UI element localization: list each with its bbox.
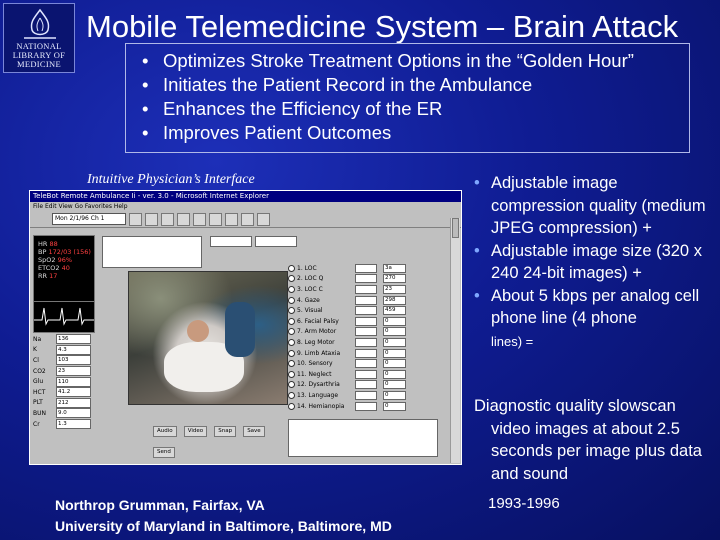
benefits-box [125,43,690,153]
nlm-logo [3,3,75,73]
lab-fields [33,334,93,429]
diagnostic-line-1: Diagnostic quality slowscan [474,397,676,415]
ecg-waveform [33,301,95,333]
scale-row: 12. Dysarthria 0 [288,380,438,391]
scale-row: 6. Facial Palsy 0 [288,316,438,327]
lab-row: Na 136 [33,334,93,345]
send-button: Send [153,447,175,458]
slide-title: Mobile Telemedicine System – Brain Attack [86,9,679,44]
lab-row: K 4.3 [33,345,93,356]
lab-row: Glu 110 [33,376,93,387]
spec-item: • About 5 kbps per analog cell phone line (4 phone lines) = [474,285,714,354]
lab-row: Cl 103 [33,355,93,366]
video-button: Video [184,426,207,437]
scale-row: 3. LOC C 23 [288,284,438,295]
scale-header [288,254,438,263]
diagnostic-summary [474,395,714,485]
vertical-scrollbar [450,218,460,463]
scale-row: 10. Sensory 0 [288,358,438,369]
scale-row: 13. Language 0 [288,390,438,401]
back-icon [129,213,142,226]
video-patient [187,320,209,342]
logo-line-2: LIBRARY OF [12,50,66,60]
snap-button: Snap [214,426,236,437]
diagnostic-line-rest: video images at about 2.5 seconds per image plus data and sound [491,419,702,483]
save-button: Save [243,426,265,437]
spec-item: • Adjustable image compression quality (medium JPEG compression) + [474,172,714,240]
specs-list [474,172,714,353]
toolbar [30,211,461,228]
scale-row: 2. LOC Q 270 [288,274,438,285]
spec-item: • Adjustable image size (320 x 240 24-bit images) + [474,240,714,285]
credit-line: University of Maryland in Baltimore, Baltimore, MD [55,518,392,534]
credits [55,495,392,537]
scale-row: 4. Gaze 298 [288,295,438,306]
search-icon [209,213,222,226]
scale-row: 8. Leg Motor 0 [288,337,438,348]
stop-icon [161,213,174,226]
home-icon [193,213,206,226]
audio-button: Audio [153,426,177,437]
nihss-scale [288,254,438,411]
lab-row: CO2 23 [33,366,93,377]
benefit-item: • Optimizes Stroke Treatment Options in the “Golden Hour” [136,49,689,73]
credit-line: Northrop Grumman, Fairfax, VA [55,497,265,513]
scale-row: 14. Hemianopia 0 [288,401,438,412]
video-controls [152,417,282,459]
patient-video-frame [128,271,288,405]
flame-emblem [10,8,70,42]
lab-row: HCT 41.2 [33,387,93,398]
logo-line-1: NATIONAL [16,41,62,51]
comment-field [288,419,438,457]
scale-row: 5. Visual 459 [288,305,438,316]
video-paramedic [225,302,255,357]
scale-row: 9. Limb Ataxia 0 [288,348,438,359]
scale-row: 11. Neglect 0 [288,369,438,380]
scale-row: 7. Arm Motor 0 [288,327,438,338]
logo-line-3: MEDICINE [17,59,61,69]
benefit-item: • Improves Patient Outcomes [136,121,689,145]
lab-row: PLT 212 [33,398,93,409]
menu-bar: File Edit View Go Favorites Help [33,203,128,210]
favorites-icon [225,213,238,226]
mail-icon [257,213,270,226]
patient-notes-field [102,236,202,268]
patient-name-field [210,236,252,247]
scroll-thumb [452,218,459,238]
address-field: Mon 2/1/96 Ch 1 [52,213,126,225]
lab-row: BUN 9.0 [33,408,93,419]
physician-interface-screenshot [29,190,462,465]
vitals-monitor: HR 88 BP 172/03 (156) SpO2 96% ETCO2 40 RR 17 [33,235,95,303]
window-titlebar: TeleBot Remote Ambulance Ii - ver. 3.0 - Microsoft Internet Explorer [30,191,461,202]
lab-row: Cr 1.3 [33,419,93,430]
patient-id-field [255,236,297,247]
benefit-item: • Initiates the Patient Record in the Ambulance [136,73,689,97]
benefit-item: • Enhances the Efficiency of the ER [136,97,689,121]
scale-row: 1. LOC 3a [288,263,438,274]
print-icon [241,213,254,226]
forward-icon [145,213,158,226]
date-range: 1993-1996 [488,495,560,512]
refresh-icon [177,213,190,226]
interface-caption: Intuitive Physician’s Interface [87,172,255,187]
